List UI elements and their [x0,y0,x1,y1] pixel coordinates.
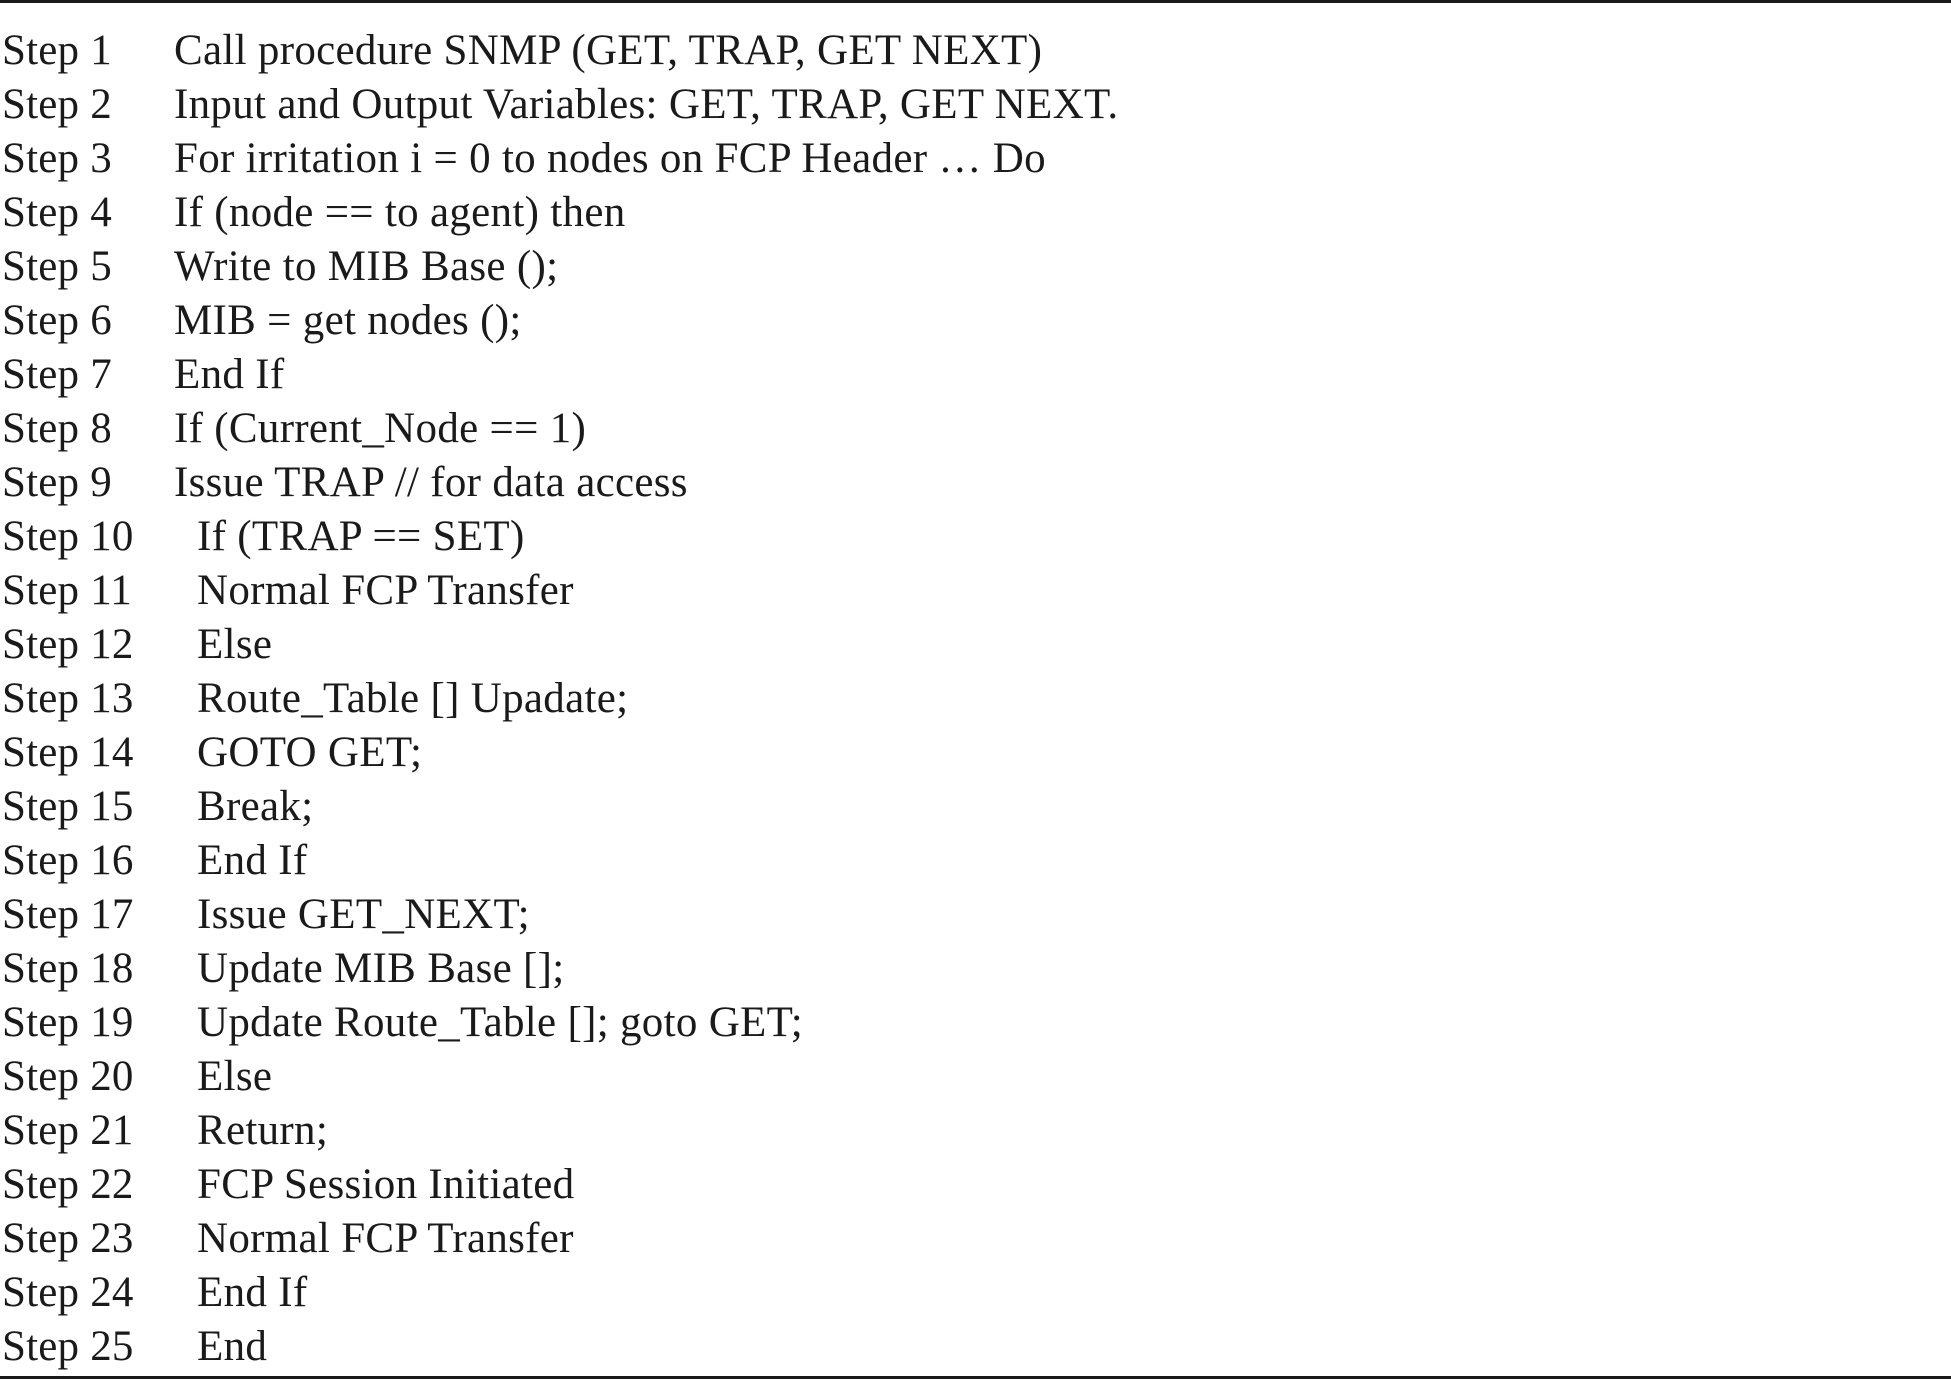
step-text: Else [197,1053,273,1100]
step-text: Issue TRAP // for data access [174,459,688,506]
step-label: Step 15 [2,783,134,830]
step-text: Issue GET_NEXT; [197,891,530,938]
step-label: Step 23 [2,1215,134,1262]
step-text: For irritation i = 0 to nodes on FCP Header … Do [174,135,1046,182]
step-text: Return; [197,1107,329,1154]
step-label: Step 8 [2,405,112,452]
step-label: Step 3 [2,135,112,182]
step-label: Step 5 [2,243,112,290]
step-label: Step 1 [2,27,112,74]
top-rule [0,0,1951,3]
step-label: Step 10 [2,513,134,560]
step-text: GOTO GET; [197,729,423,776]
step-text: Write to MIB Base (); [174,243,559,290]
step-text: Update MIB Base []; [197,945,565,992]
step-label: Step 12 [2,621,134,668]
step-label: Step 22 [2,1161,134,1208]
step-text: If (TRAP == SET) [197,513,525,560]
step-text: Input and Output Variables: GET, TRAP, GET NEXT. [174,81,1119,128]
step-text: End If [174,351,285,398]
step-text: Normal FCP Transfer [197,1215,574,1262]
step-label: Step 25 [2,1323,134,1370]
step-text: End If [197,1269,308,1316]
step-text: Call procedure SNMP (GET, TRAP, GET NEXT) [174,27,1043,74]
step-label: Step 7 [2,351,112,398]
step-text: If (Current_Node == 1) [174,405,587,452]
step-label: Step 2 [2,81,112,128]
step-text: Break; [197,783,314,830]
step-text: Else [197,621,273,668]
step-label: Step 13 [2,675,134,722]
step-text: MIB = get nodes (); [174,297,522,344]
bottom-rule [0,1376,1951,1379]
step-text: End [197,1323,268,1370]
step-text: Route_Table [] Upadate; [197,675,629,722]
step-label: Step 19 [2,999,134,1046]
step-label: Step 14 [2,729,134,776]
step-text: Update Route_Table []; goto GET; [197,999,804,1046]
step-label: Step 21 [2,1107,134,1154]
step-label: Step 11 [2,567,133,614]
step-label: Step 20 [2,1053,134,1100]
step-text: If (node == to agent) then [174,189,626,236]
step-label: Step 16 [2,837,134,884]
step-text: FCP Session Initiated [197,1161,575,1208]
step-label: Step 9 [2,459,112,506]
step-text: End If [197,837,308,884]
step-label: Step 24 [2,1269,134,1316]
step-label: Step 18 [2,945,134,992]
step-text: Normal FCP Transfer [197,567,574,614]
step-label: Step 4 [2,189,112,236]
step-label: Step 17 [2,891,134,938]
step-label: Step 6 [2,297,112,344]
